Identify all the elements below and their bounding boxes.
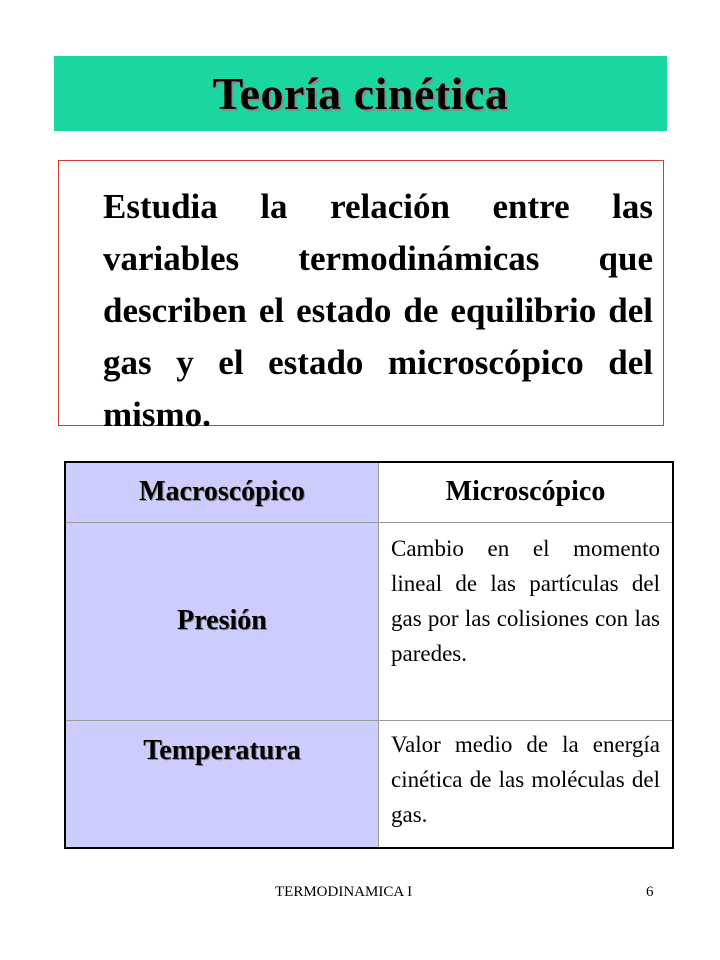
- table-header-row: [65, 462, 673, 522]
- header-microscopico: Microscópico: [379, 462, 674, 522]
- header-macroscopico: Macroscópico: [65, 462, 379, 522]
- title-bar: [54, 56, 667, 131]
- description-box: [58, 160, 664, 434]
- macro-micro-table: [64, 461, 674, 849]
- row-value-temperatura: Valor medio de la energía cinética de las moléculas del gas.: [379, 720, 674, 848]
- table-row: [65, 720, 673, 848]
- footer-course: TERMODINAMICA I: [275, 884, 413, 900]
- row-label-presion: Presión: [65, 522, 379, 720]
- page-number: 6: [646, 884, 654, 900]
- row-label-temperatura: Temperatura: [65, 720, 379, 848]
- row-value-presion: Cambio en el momento lineal de las partículas del gas por las colisiones con las paredes.: [379, 522, 674, 720]
- slide-title: Teoría cinética: [212, 68, 509, 119]
- table-row: [65, 522, 673, 720]
- description-text: Estudia la relación entre las variables termodinámicas que describen el estado de equilibrio del gas y el estado microscópico del mismo.: [103, 187, 653, 434]
